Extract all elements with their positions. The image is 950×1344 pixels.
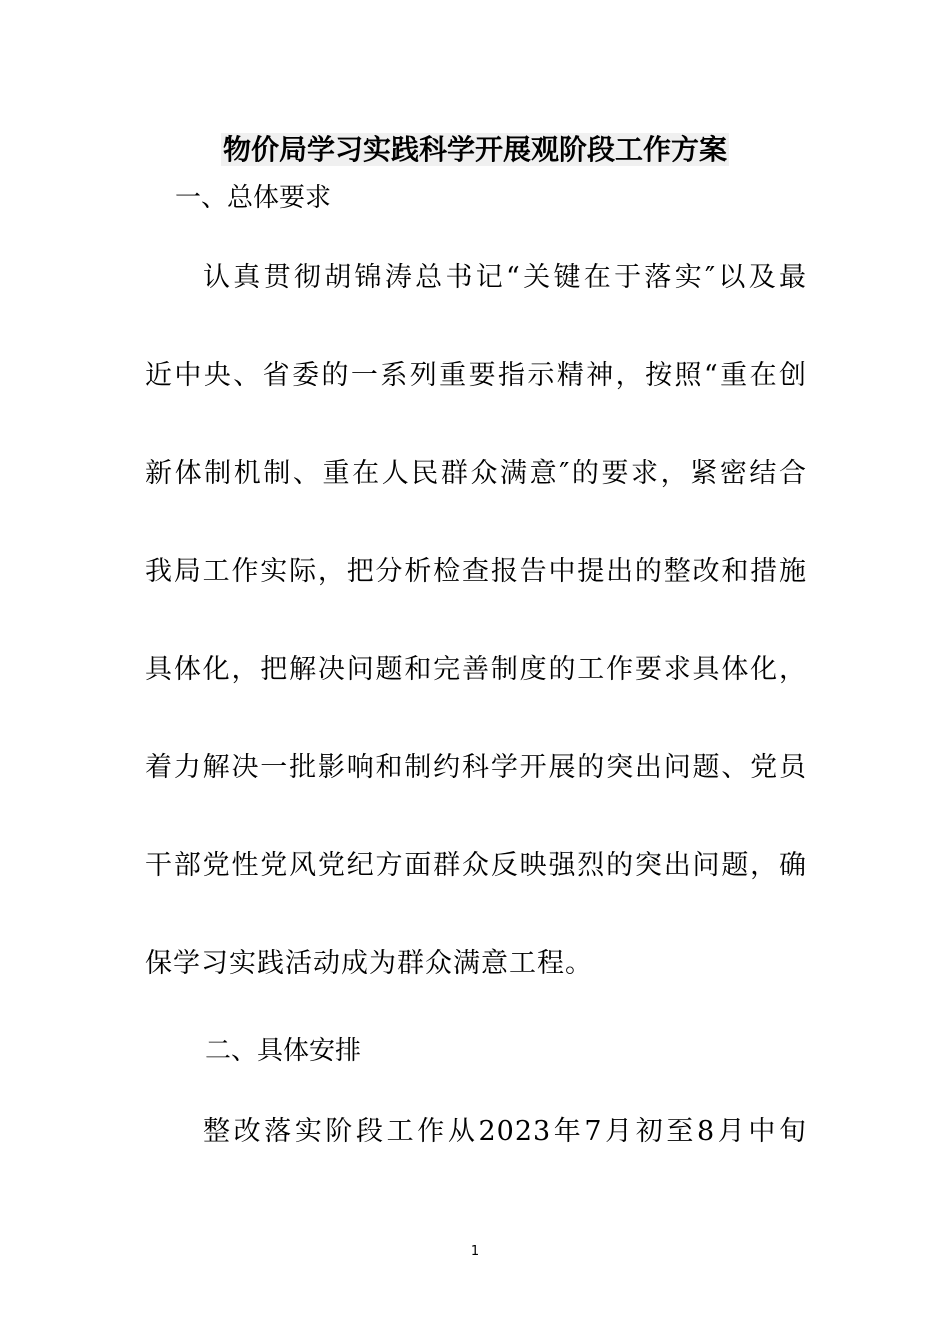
section-heading-1: 一、总体要求 bbox=[175, 183, 332, 213]
page-number: 1 bbox=[470, 1244, 480, 1259]
paragraph-line: 新体制机制、重在人民群众满意″的要求，紧密结合 bbox=[145, 458, 807, 489]
paragraph-line: 整改落实阶段工作从2023年7月初至8月中旬 bbox=[203, 1116, 807, 1147]
paragraph-line: 保学习实践活动成为群众满意工程。 bbox=[145, 948, 593, 979]
paragraph-line: 认真贯彻胡锦涛总书记“关键在于落实″以及最 bbox=[203, 262, 807, 293]
page-title-text: 物价局学习实践科学开展观阶段工作方案 bbox=[222, 133, 727, 166]
paragraph-line: 着力解决一批影响和制约科学开展的突出问题、党员 bbox=[145, 752, 807, 783]
paragraph-line: 近中央、省委的一系列重要指示精神，按照“重在创 bbox=[145, 360, 807, 391]
paragraph-line: 具体化，把解决问题和完善制度的工作要求具体化， bbox=[145, 654, 807, 685]
paragraph-2 bbox=[145, 1112, 807, 1210]
paragraph-line: 干部党性党风党纪方面群众反映强烈的突出问题，确 bbox=[145, 850, 807, 881]
page-title bbox=[0, 130, 950, 170]
paragraph-1 bbox=[145, 258, 807, 1042]
paragraph-line: 我局工作实际，把分析检查报告中提出的整改和措施 bbox=[145, 556, 807, 587]
section-heading-2: 二、具体安排 bbox=[205, 1036, 362, 1066]
